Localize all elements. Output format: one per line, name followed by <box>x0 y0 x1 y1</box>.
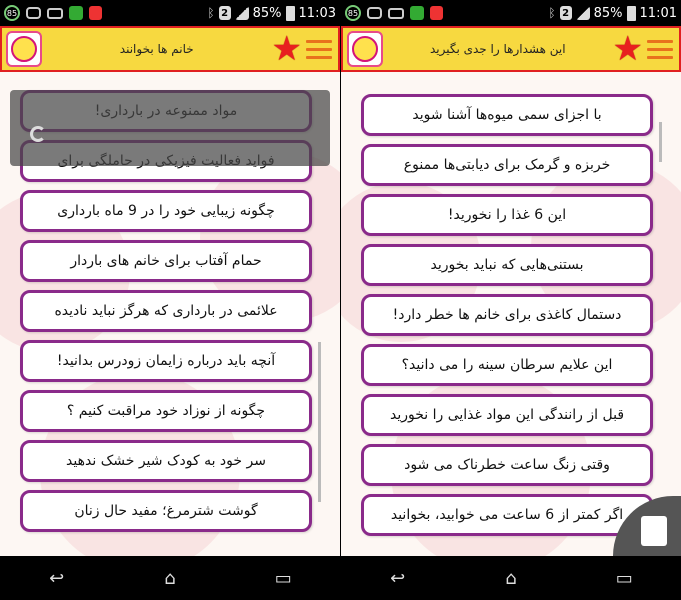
star-icon[interactable]: ★ <box>271 29 302 69</box>
home-icon[interactable]: ⌂ <box>505 567 517 589</box>
store-icon <box>89 6 102 20</box>
list-item[interactable]: این 6 غذا را نخورید! <box>361 194 653 236</box>
list-item[interactable]: چگونه از نوزاد خود مراقبت کنیم ؟ <box>20 390 312 432</box>
scrollbar[interactable] <box>659 122 662 162</box>
home-icon[interactable]: ⌂ <box>164 567 176 589</box>
app-bar <box>0 26 340 72</box>
status-bar <box>0 0 340 26</box>
list-item[interactable]: بستنی‌هایی که نباید بخورید <box>361 244 653 286</box>
menu-icon[interactable] <box>647 40 673 59</box>
navigation-bar <box>341 556 681 600</box>
app-notification-icon <box>410 6 424 20</box>
battery-icon <box>627 6 636 21</box>
menu-icon[interactable] <box>306 40 332 59</box>
notification-badge-icon: 85 <box>345 5 361 21</box>
status-bar <box>341 0 681 26</box>
signal-icon <box>576 6 590 20</box>
app-logo <box>6 31 42 67</box>
list-item[interactable]: آنچه باید درباره زایمان زودرس بدانید! <box>20 340 312 382</box>
shopping-bag-icon <box>641 516 667 546</box>
phone-screen-right <box>341 0 681 600</box>
star-icon[interactable]: ★ <box>612 29 643 69</box>
app-logo <box>347 31 383 67</box>
list-item[interactable]: خربزه و گرمک برای دیابتی‌ها ممنوع <box>361 144 653 186</box>
loading-overlay <box>10 90 330 166</box>
notification-badge-icon: 85 <box>4 5 20 21</box>
page-title: این هشدارها را جدی بگیرید <box>429 42 566 56</box>
list-item[interactable]: این علایم سرطان سینه را می دانید؟ <box>361 344 653 386</box>
loading-spinner-icon <box>30 126 46 142</box>
bluetooth-icon: ᛒ <box>548 6 556 20</box>
battery-percent: 85% <box>593 5 623 21</box>
list-item[interactable]: علائمی در بارداری که هرگز نباید نادیده <box>20 290 312 332</box>
clock: 11:01 <box>639 5 677 21</box>
battery-percent: 85% <box>252 5 282 21</box>
sim-icon: 2 <box>560 6 572 20</box>
message-icon <box>388 8 404 19</box>
recent-apps-icon[interactable]: ▭ <box>274 567 292 589</box>
navigation-bar <box>0 556 340 600</box>
list-item[interactable]: سر خود به کودک شیر خشک ندهید <box>20 440 312 482</box>
list-item[interactable]: اگر کمتر از 6 ساعت می خوابید، بخوانید <box>361 494 653 536</box>
scrollbar[interactable] <box>318 342 321 502</box>
page-title: خانم ها بخوانند <box>119 42 194 56</box>
store-icon <box>430 6 443 20</box>
app-notification-icon <box>69 6 83 20</box>
back-icon[interactable]: ↩ <box>390 567 406 589</box>
phone-screen-left <box>0 0 340 600</box>
list-item[interactable]: گوشت شترمرغ؛ مفید حال زنان <box>20 490 312 532</box>
back-icon[interactable]: ↩ <box>49 567 65 589</box>
list-item[interactable]: با اجزای سمی میوه‌ها آشنا شوید <box>361 94 653 136</box>
list-item[interactable]: حمام آفتاب برای خانم های باردار <box>20 240 312 282</box>
bluetooth-icon: ᛒ <box>207 6 215 20</box>
list-item[interactable]: دستمال کاغذی برای خانم ها خطر دارد! <box>361 294 653 336</box>
list-item[interactable]: قبل از رانندگی این مواد غذایی را نخورید <box>361 394 653 436</box>
sim-icon: 2 <box>219 6 231 20</box>
message-icon <box>47 8 63 19</box>
recent-apps-icon[interactable]: ▭ <box>615 567 633 589</box>
signal-icon <box>235 6 249 20</box>
app-bar <box>341 26 681 72</box>
list-item[interactable]: چگونه زیبایی خود را در 9 ماه بارداری <box>20 190 312 232</box>
list-item[interactable]: وقتی زنگ ساعت خطرناک می شود <box>361 444 653 486</box>
chat-icon <box>367 7 382 19</box>
chat-icon <box>26 7 41 19</box>
clock: 11:03 <box>298 5 336 21</box>
list-container <box>341 72 681 556</box>
battery-icon <box>286 6 295 21</box>
